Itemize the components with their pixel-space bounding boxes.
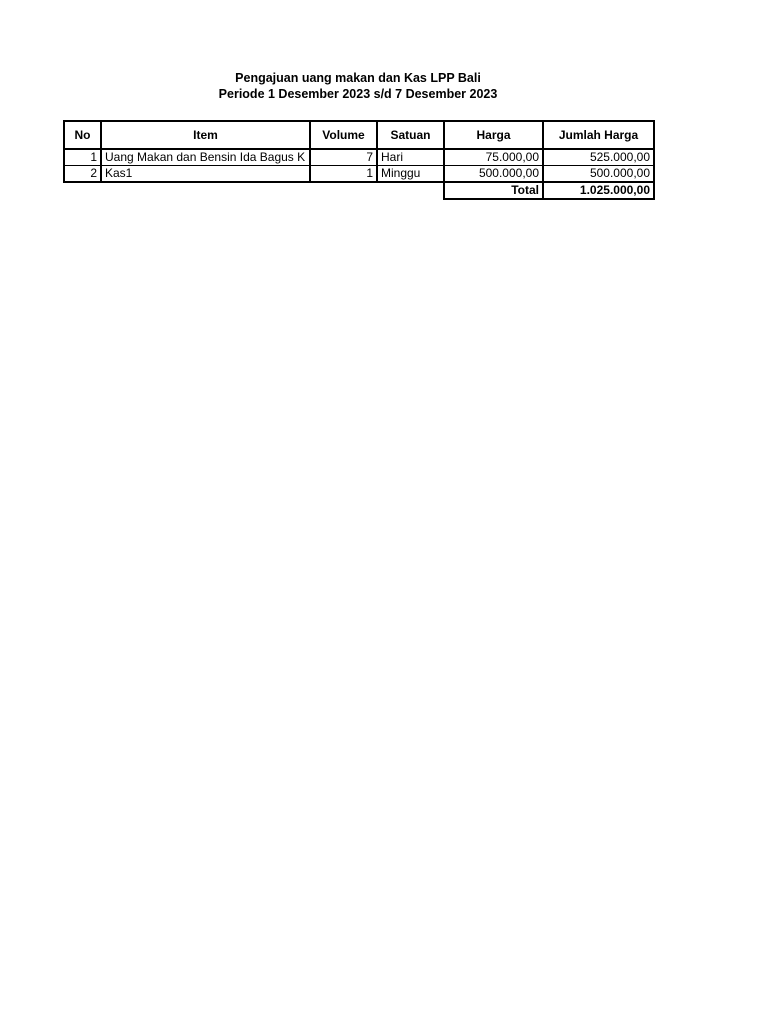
column-header-volume: Volume — [310, 121, 377, 149]
column-header-jumlah-harga: Jumlah Harga — [543, 121, 654, 149]
expense-sheet — [63, 120, 655, 200]
total-label: Total — [444, 182, 543, 199]
table-row — [64, 149, 654, 166]
cell-volume: 1 — [310, 166, 377, 183]
cell-jumlah-harga: 500.000,00 — [543, 166, 654, 183]
column-header-no: No — [64, 121, 101, 149]
cell-no: 2 — [64, 166, 101, 183]
empty-cell — [101, 182, 310, 199]
cell-volume: 7 — [310, 149, 377, 166]
document-period: Periode 1 Desember 2023 s/d 7 Desember 2023 — [218, 87, 498, 101]
document-header — [0, 70, 716, 102]
empty-cell — [377, 182, 444, 199]
cell-no: 1 — [64, 149, 101, 166]
column-header-satuan: Satuan — [377, 121, 444, 149]
total-value: 1.025.000,00 — [543, 182, 654, 199]
total-row — [64, 182, 654, 199]
cell-jumlah-harga: 525.000,00 — [543, 149, 654, 166]
table-row — [64, 166, 654, 183]
column-header-item: Item — [101, 121, 310, 149]
empty-cell — [64, 182, 101, 199]
empty-cell — [310, 182, 377, 199]
cell-satuan: Hari — [377, 149, 444, 166]
document-title: Pengajuan uang makan dan Kas LPP Bali — [235, 71, 481, 85]
column-header-harga: Harga — [444, 121, 543, 149]
table-header-row — [64, 121, 654, 149]
cell-item: Kas1 — [101, 166, 310, 183]
expense-table — [63, 120, 655, 200]
cell-item: Uang Makan dan Bensin Ida Bagus K — [101, 149, 310, 166]
cell-harga: 500.000,00 — [444, 166, 543, 183]
cell-harga: 75.000,00 — [444, 149, 543, 166]
cell-satuan: Minggu — [377, 166, 444, 183]
